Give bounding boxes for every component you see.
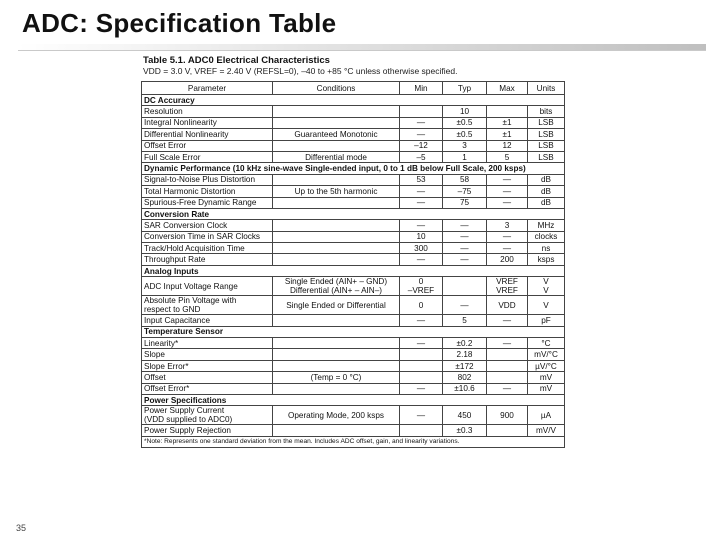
max-cell: — (487, 383, 528, 394)
max-cell (487, 106, 528, 117)
typ-cell: — (443, 243, 487, 254)
parameter-cell: Spurious-Free Dynamic Range (142, 197, 273, 208)
slide-title: ADC: Specification Table (22, 8, 337, 38)
units-cell: LSB (528, 151, 565, 162)
min-cell (400, 425, 443, 436)
typ-cell: 75 (443, 197, 487, 208)
min-cell: — (400, 383, 443, 394)
table-row (142, 406, 565, 425)
parameter-cell: Offset Error (142, 140, 273, 151)
conditions-cell (273, 383, 400, 394)
conditions-cell (273, 243, 400, 254)
conditions-cell: Up to the 5th harmonic (273, 186, 400, 197)
conditions-cell (273, 254, 400, 265)
conditions-cell (273, 220, 400, 231)
typ-cell: ±10.6 (443, 383, 487, 394)
table-row (142, 243, 565, 254)
typ-cell: ±0.5 (443, 129, 487, 140)
table-note-row (142, 436, 565, 447)
section-header-row (142, 95, 565, 106)
conditions-cell (273, 106, 400, 117)
conditions-cell (273, 360, 400, 371)
max-cell: ±1 (487, 129, 528, 140)
conditions-cell: (Temp = 0 °C) (273, 372, 400, 383)
page-number: 35 (16, 523, 27, 533)
conditions-cell: Differential mode (273, 151, 400, 162)
table-row (142, 315, 565, 326)
max-cell (487, 349, 528, 360)
typ-cell: 3 (443, 140, 487, 151)
min-cell: — (400, 186, 443, 197)
typ-cell: 2.18 (443, 349, 487, 360)
max-cell: 900 (487, 406, 528, 425)
max-cell: ±1 (487, 117, 528, 128)
table-row (142, 383, 565, 394)
min-cell (400, 360, 443, 371)
min-cell: –5 (400, 151, 443, 162)
max-cell: VREF VREF (487, 277, 528, 296)
table-row (142, 220, 565, 231)
units-cell: °C (528, 338, 565, 349)
min-cell: 53 (400, 174, 443, 185)
units-cell: bits (528, 106, 565, 117)
units-cell: MHz (528, 220, 565, 231)
typ-cell: — (443, 254, 487, 265)
section-title: Conversion Rate (142, 208, 565, 219)
section-header-row (142, 208, 565, 219)
parameter-cell: ADC Input Voltage Range (142, 277, 273, 296)
max-cell (487, 425, 528, 436)
parameter-cell: Full Scale Error (142, 151, 273, 162)
section-title: Analog Inputs (142, 265, 565, 276)
min-cell: — (400, 117, 443, 128)
typ-cell: ±172 (443, 360, 487, 371)
parameter-cell: Linearity* (142, 338, 273, 349)
min-cell: 0 (400, 296, 443, 315)
conditions-cell (273, 315, 400, 326)
column-header: Parameter (142, 82, 273, 95)
section-header-row (142, 394, 565, 405)
max-cell: — (487, 315, 528, 326)
units-cell: LSB (528, 117, 565, 128)
parameter-cell: Signal-to-Noise Plus Distortion (142, 174, 273, 185)
typ-cell (443, 277, 487, 296)
parameter-cell: Total Harmonic Distortion (142, 186, 273, 197)
max-cell: 12 (487, 140, 528, 151)
section-header-row (142, 265, 565, 276)
min-cell: — (400, 338, 443, 349)
section-title: DC Accuracy (142, 95, 565, 106)
units-cell: mV (528, 372, 565, 383)
typ-cell: 10 (443, 106, 487, 117)
table-row (142, 372, 565, 383)
typ-cell: 5 (443, 315, 487, 326)
units-cell: µV/°C (528, 360, 565, 371)
table-row (142, 140, 565, 151)
parameter-cell: Conversion Time in SAR Clocks (142, 231, 273, 242)
conditions-cell (273, 140, 400, 151)
table-body (142, 95, 565, 437)
parameter-cell: Slope Error* (142, 360, 273, 371)
table-row (142, 151, 565, 162)
max-cell: — (487, 197, 528, 208)
table-row (142, 106, 565, 117)
table-row (142, 174, 565, 185)
parameter-cell: Offset Error* (142, 383, 273, 394)
column-header: Typ (443, 82, 487, 95)
column-header: Max (487, 82, 528, 95)
column-header: Conditions (273, 82, 400, 95)
parameter-cell: Throughput Rate (142, 254, 273, 265)
units-cell: dB (528, 174, 565, 185)
section-title: Power Specifications (142, 394, 565, 405)
parameter-cell: Input Capacitance (142, 315, 273, 326)
units-cell: dB (528, 197, 565, 208)
max-cell: 200 (487, 254, 528, 265)
table-row (142, 360, 565, 371)
table-subheading: VDD = 3.0 V, VREF = 2.40 V (REFSL=0), –40 to +85 °C unless otherwise specified. (143, 66, 458, 76)
conditions-cell (273, 197, 400, 208)
max-cell: — (487, 186, 528, 197)
table-row (142, 197, 565, 208)
min-cell (400, 106, 443, 117)
conditions-cell: Single Ended (AIN+ – GND) Differential (AIN+ – AIN–) (273, 277, 400, 296)
conditions-cell (273, 231, 400, 242)
typ-cell: ±0.3 (443, 425, 487, 436)
section-header-row (142, 163, 565, 174)
units-cell: mV/V (528, 425, 565, 436)
min-cell: –12 (400, 140, 443, 151)
max-cell: VDD (487, 296, 528, 315)
conditions-cell (273, 117, 400, 128)
units-cell: dB (528, 186, 565, 197)
parameter-cell: Slope (142, 349, 273, 360)
parameter-cell: Resolution (142, 106, 273, 117)
parameter-cell: Power Supply Current (VDD supplied to ADC0) (142, 406, 273, 425)
min-cell (400, 372, 443, 383)
parameter-cell: SAR Conversion Clock (142, 220, 273, 231)
table-row (142, 425, 565, 436)
typ-cell: ±0.5 (443, 117, 487, 128)
parameter-cell: Differential Nonlinearity (142, 129, 273, 140)
conditions-cell: Single Ended or Differential (273, 296, 400, 315)
conditions-cell: Guaranteed Monotonic (273, 129, 400, 140)
min-cell (400, 349, 443, 360)
section-title: Temperature Sensor (142, 326, 565, 337)
typ-cell: 1 (443, 151, 487, 162)
typ-cell: –75 (443, 186, 487, 197)
parameter-cell: Power Supply Rejection (142, 425, 273, 436)
typ-cell: — (443, 296, 487, 315)
conditions-cell (273, 174, 400, 185)
min-cell: — (400, 406, 443, 425)
table-row (142, 254, 565, 265)
min-cell: — (400, 197, 443, 208)
table-row (142, 231, 565, 242)
adc-spec-table (141, 81, 565, 448)
max-cell: 3 (487, 220, 528, 231)
units-cell: clocks (528, 231, 565, 242)
table-row (142, 277, 565, 296)
table-heading: Table 5.1. ADC0 Electrical Characteristics (143, 55, 330, 66)
parameter-cell: Absolute Pin Voltage with respect to GND (142, 296, 273, 315)
units-cell: pF (528, 315, 565, 326)
units-cell: mV (528, 383, 565, 394)
units-cell: V V (528, 277, 565, 296)
units-cell: ns (528, 243, 565, 254)
min-cell: — (400, 315, 443, 326)
table-row (142, 349, 565, 360)
max-cell: — (487, 231, 528, 242)
min-cell: — (400, 254, 443, 265)
units-cell: LSB (528, 129, 565, 140)
max-cell (487, 360, 528, 371)
min-cell: 300 (400, 243, 443, 254)
units-cell: LSB (528, 140, 565, 151)
conditions-cell: Operating Mode, 200 ksps (273, 406, 400, 425)
max-cell: — (487, 338, 528, 349)
table-row (142, 186, 565, 197)
max-cell (487, 372, 528, 383)
typ-cell: — (443, 220, 487, 231)
min-cell: 0 –VREF (400, 277, 443, 296)
table-header-row (142, 82, 565, 95)
typ-cell: 802 (443, 372, 487, 383)
units-cell: V (528, 296, 565, 315)
min-cell: — (400, 129, 443, 140)
parameter-cell: Integral Nonlinearity (142, 117, 273, 128)
column-header: Min (400, 82, 443, 95)
title-underline-line (18, 50, 706, 51)
max-cell: — (487, 243, 528, 254)
min-cell: — (400, 220, 443, 231)
parameter-cell: Track/Hold Acquisition Time (142, 243, 273, 254)
table-row (142, 117, 565, 128)
table-row (142, 338, 565, 349)
units-cell: µA (528, 406, 565, 425)
max-cell: — (487, 174, 528, 185)
min-cell: 10 (400, 231, 443, 242)
typ-cell: 58 (443, 174, 487, 185)
units-cell: mV/°C (528, 349, 565, 360)
conditions-cell (273, 349, 400, 360)
table-note: *Note: Represents one standard deviation from the mean. Includes ADC offset, gain, and linearity variations. (142, 436, 565, 447)
table-row (142, 129, 565, 140)
section-title: Dynamic Performance (10 kHz sine-wave Single-ended input, 0 to 1 dB below Full Scale, 200 ksps) (142, 163, 565, 174)
parameter-cell: Offset (142, 372, 273, 383)
conditions-cell (273, 425, 400, 436)
typ-cell: — (443, 231, 487, 242)
typ-cell: ±0.2 (443, 338, 487, 349)
typ-cell: 450 (443, 406, 487, 425)
column-header: Units (528, 82, 565, 95)
max-cell: 5 (487, 151, 528, 162)
units-cell: ksps (528, 254, 565, 265)
section-header-row (142, 326, 565, 337)
table-row (142, 296, 565, 315)
conditions-cell (273, 338, 400, 349)
